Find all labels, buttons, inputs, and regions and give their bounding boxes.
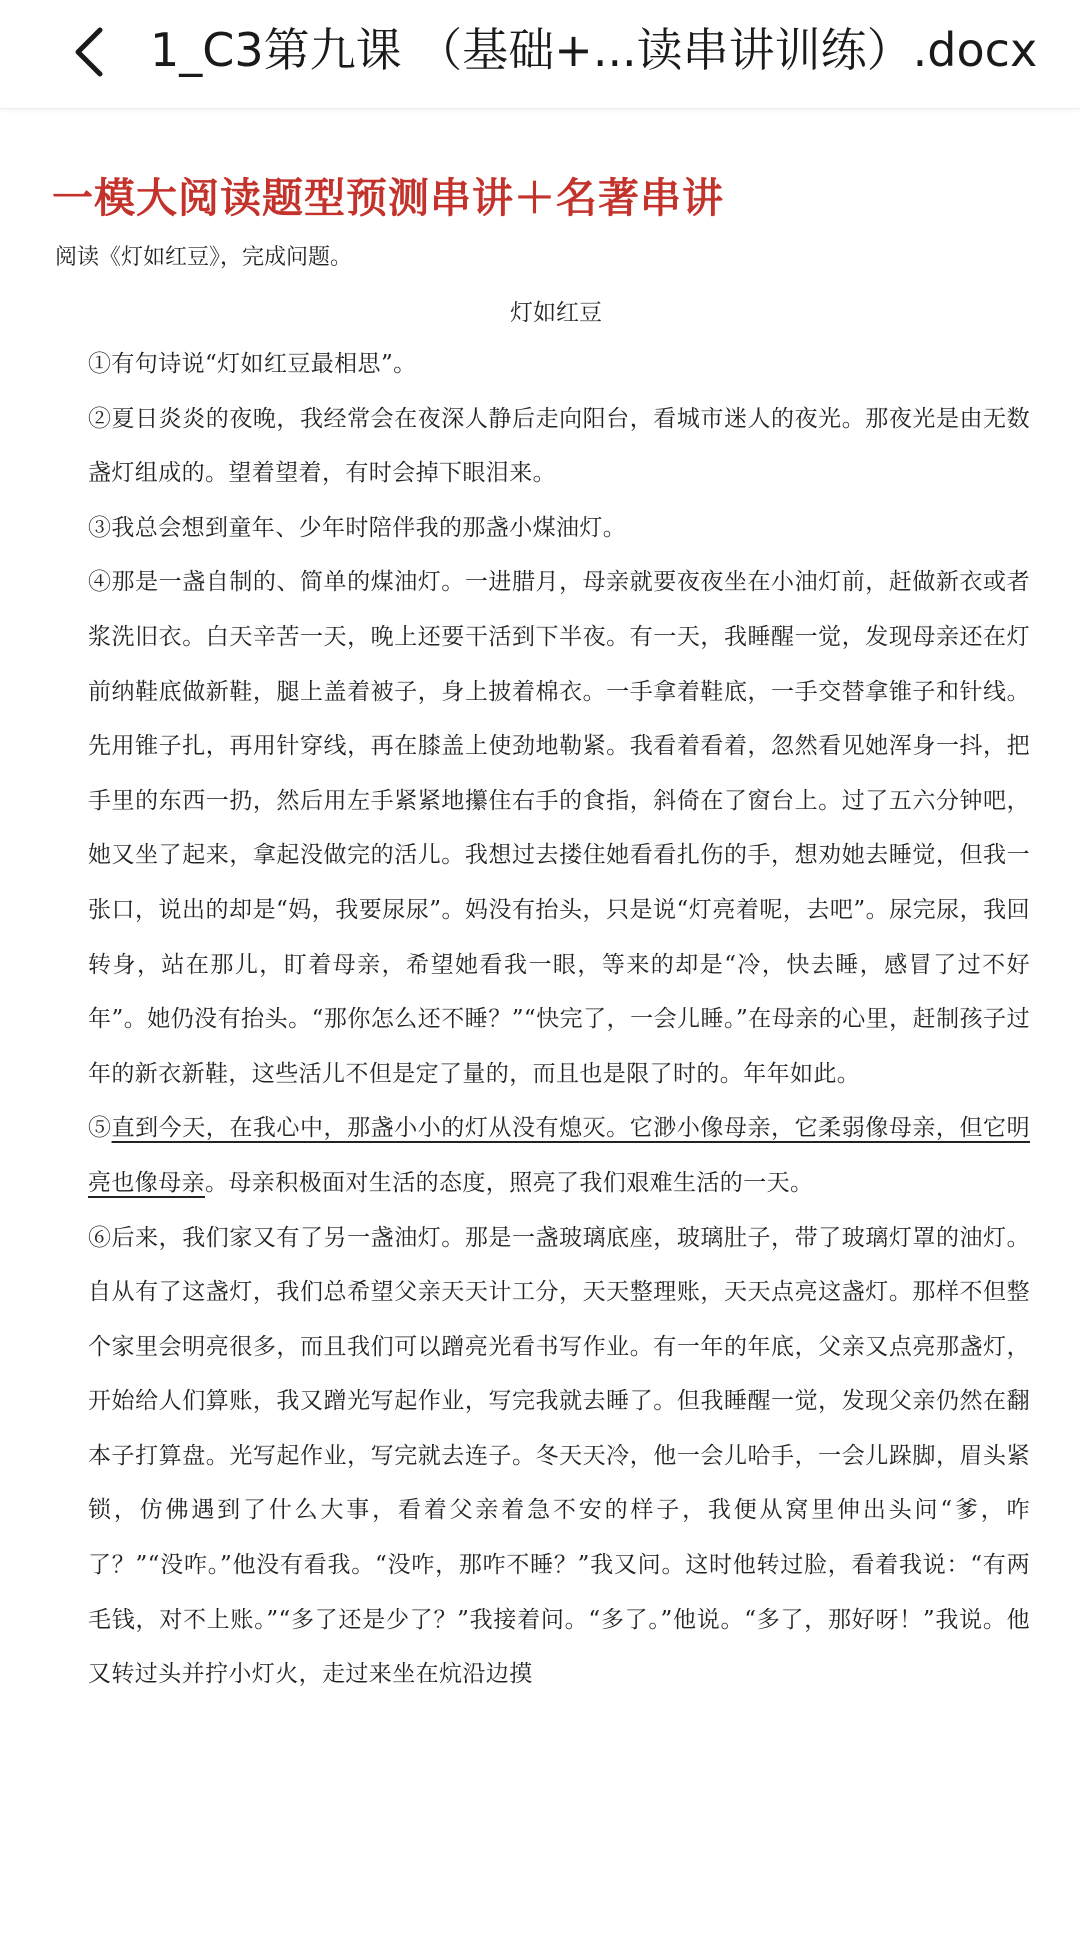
document-title: 1_C3第九课 （基础+...读串讲训练）.docx (150, 23, 1038, 77)
paragraph-3: ③我总会想到童年、少年时陪伴我的那盏小煤油灯。 (88, 514, 627, 541)
paragraph-5 (88, 1101, 1030, 1210)
paragraph-5-number: ⑤ (88, 1115, 112, 1142)
reading-instruction: 阅读《灯如红豆》，完成问题。 (55, 245, 353, 270)
passage-body (88, 337, 1030, 1702)
passage-title: 灯如红豆 (510, 300, 602, 326)
underlined-sentence: 直到今天，在我心中，那盏小小的灯从没有熄灭。它渺小像母亲，它柔弱像母亲，但它明亮也像母亲 (88, 1115, 1030, 1196)
chevron-left-icon (62, 22, 122, 82)
back-button[interactable] (62, 22, 122, 82)
paragraph-2: ②夏日炎炎的夜晚，我经常会在夜深人静后走向阳台，看城市迷人的夜光。那夜光是由无数盏灯组成的。望着望着，有时会掉下眼泪来。 (88, 405, 1030, 487)
top-bar (0, 0, 1080, 109)
paragraph-1: ①有句诗说“灯如红豆最相思”。 (88, 351, 417, 377)
paragraph-4: ④那是一盏自制的、简单的煤油灯。一进腊月，母亲就要夜夜坐在小油灯前，赶做新衣或者浆洗旧衣。白天辛苦一天，晚上还要干活到下半夜。有一天，我睡醒一觉，发现母亲还在灯前纳鞋底做新鞋，腿上盖着被子，身上披着棉衣。一手拿着鞋底，一手交替拿锥子和针线。先用锥子扎，再用针穿线，再在膝盖上使劲地勒紧。我看着看着，忽然看见她浑身一抖，把手里的东西一扔，然后用左手紧紧地攥住右手的食指，斜倚在了窗台上。过了五六分钟吧，她又坐了起来，拿起没做完的活儿。我想过去搂住她看看扎伤的手，想劝她去睡觉，但我一张口，说出的却是“妈，我要尿尿”。妈没有抬头，只是说“灯亮着呢，去吧”。尿完尿，我回转身，站在那儿，盯着母亲，希望她看我一眼，等来的却是“冷，快去睡，感冒了过不好年”。她仍没有抬头。“那你怎么还不睡？”“快完了，一会儿睡。”在母亲的心里，赶制孩子过年的新衣新鞋，这些活儿不但是定了量的，而且也是限了时的。年年如此。 (88, 569, 1030, 1087)
paragraph-6: ⑥后来，我们家又有了另一盏油灯。那是一盏玻璃底座，玻璃肚子，带了玻璃灯罩的油灯。自从有了这盏灯，我们总希望父亲天天计工分，天天整理账，天天点亮这盏灯。那样不但整个家里会明亮很多，而且我们可以蹭亮光看书写作业。有一年的年底，父亲又点亮那盏灯，开始给人们算账，我又蹭光写起作业，写完我就去睡了。但我睡醒一觉，发现父亲仍然在翻本子打算盘。光写起作业，写完就去连子。冬天天冷，他一会儿哈手，一会儿跺脚，眉头紧锁，仿佛遇到了什么大事，看着父亲着急不安的样子，我便从窝里伸出头问“爹，咋了？”“没咋。”他没有看我。“没咋，那咋不睡？”我又问。这时他转过脸，看着我说：“有两毛钱，对不上账。”“多了还是少了？”我接着问。“多了。”他说。“多了，那好呀！”我说。他又转过头并拧小灯火，走过来坐在炕沿边摸 (88, 1224, 1030, 1688)
section-heading: 一模大阅读题型预测串讲＋名著串讲 (52, 174, 724, 222)
document-page[interactable] (0, 110, 1080, 1956)
paragraph-5-rest: 。母亲积极面对生活的态度，照亮了我们艰难生活的一天。 (205, 1169, 814, 1196)
